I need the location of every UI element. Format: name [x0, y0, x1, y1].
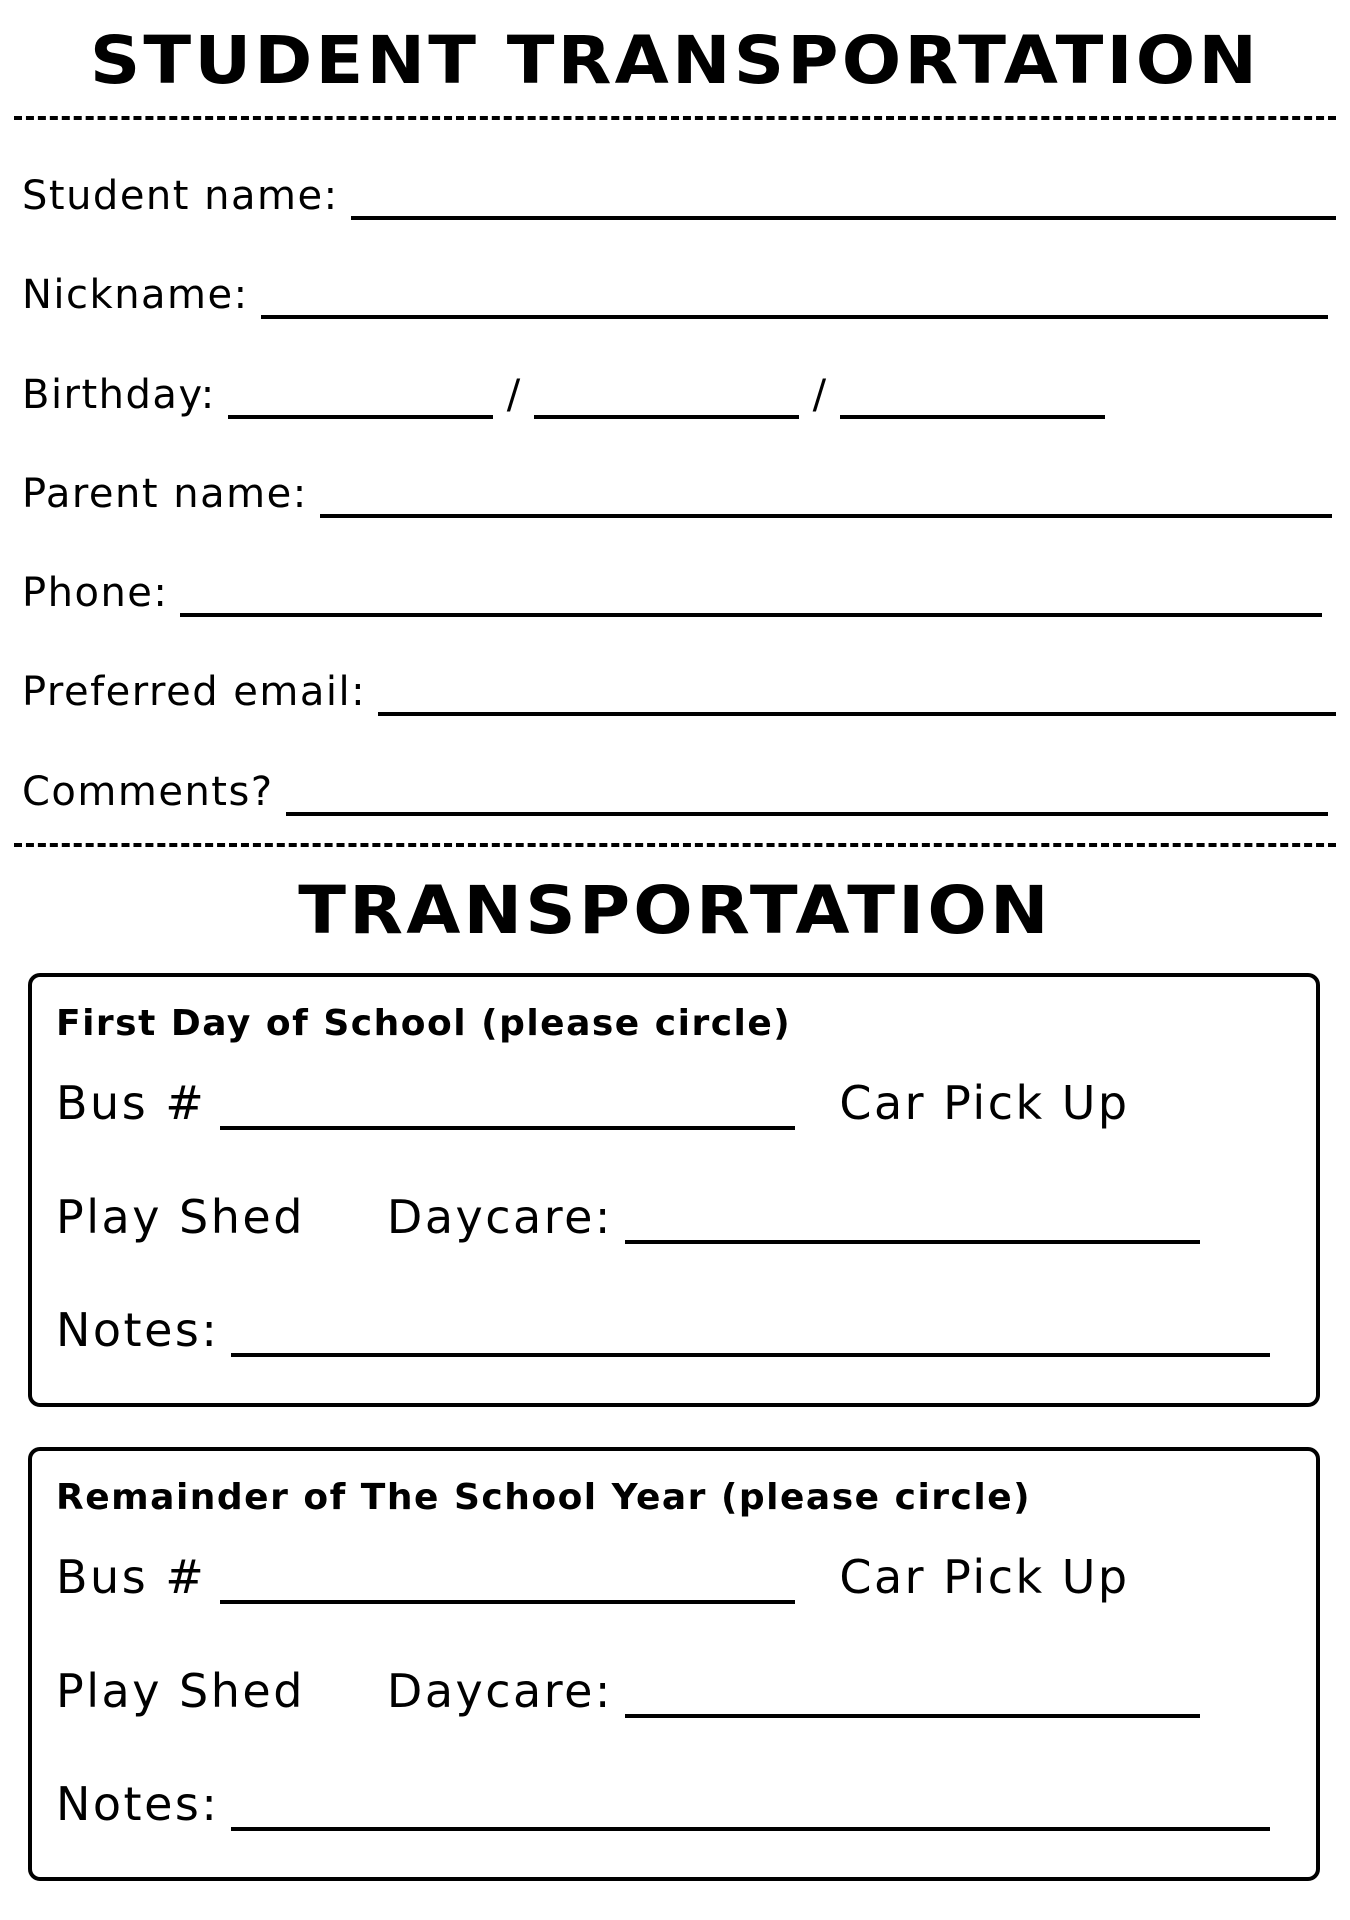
play-daycare-row	[56, 1184, 1292, 1244]
comments-field[interactable]	[286, 811, 1328, 816]
notes-field[interactable]	[231, 1826, 1270, 1831]
daycare-field[interactable]	[625, 1713, 1200, 1718]
transportation-title: TRANSPORTATION	[298, 872, 1052, 949]
birthday-label: Birthday:	[22, 372, 216, 418]
play-shed-option[interactable]: Play Shed	[56, 1664, 305, 1718]
bus-number-field[interactable]	[220, 1599, 795, 1604]
notes-label: Notes:	[56, 1777, 220, 1831]
notes-row	[56, 1771, 1292, 1831]
student-name-label: Student name:	[22, 173, 339, 219]
dashed-divider-top	[14, 116, 1336, 120]
nickname-label: Nickname:	[22, 272, 249, 318]
birthday-row	[22, 359, 1336, 419]
daycare-label: Daycare:	[386, 1190, 613, 1244]
nickname-row	[22, 259, 1336, 319]
bus-row	[56, 1070, 1292, 1130]
phone-field[interactable]	[180, 612, 1322, 617]
section-heading	[56, 1003, 791, 1044]
student-name-row	[22, 160, 1336, 220]
car-pick-up-option[interactable]: Car Pick Up	[839, 1076, 1130, 1130]
notes-label: Notes:	[56, 1303, 220, 1357]
daycare-label: Daycare:	[386, 1664, 613, 1718]
section-heading-note: (please circle)	[481, 1003, 792, 1044]
birthday-separator: /	[506, 372, 522, 418]
bus-number-field[interactable]	[220, 1125, 795, 1130]
student-name-field[interactable]	[351, 215, 1336, 220]
remainder-year-section	[28, 1447, 1320, 1881]
phone-label: Phone:	[22, 570, 169, 616]
preferred-email-row	[22, 656, 1336, 716]
birthday-separator: /	[812, 372, 828, 418]
parent-name-field[interactable]	[320, 513, 1332, 518]
nickname-field[interactable]	[261, 314, 1328, 319]
first-day-section	[28, 973, 1320, 1407]
phone-row	[22, 557, 1336, 617]
daycare-field[interactable]	[625, 1239, 1200, 1244]
car-pick-up-option[interactable]: Car Pick Up	[839, 1550, 1130, 1604]
notes-field[interactable]	[231, 1352, 1270, 1357]
bus-label: Bus #	[56, 1550, 207, 1604]
section-heading-text: Remainder of The School Year	[56, 1477, 707, 1518]
birthday-month-field[interactable]	[228, 414, 493, 419]
comments-row	[22, 756, 1336, 816]
section-heading	[56, 1477, 1031, 1518]
preferred-email-field[interactable]	[378, 711, 1336, 716]
section-heading-text: First Day of School	[56, 1003, 468, 1044]
bus-row	[56, 1544, 1292, 1604]
comments-label: Comments?	[22, 769, 274, 815]
birthday-year-field[interactable]	[840, 414, 1105, 419]
notes-row	[56, 1297, 1292, 1357]
preferred-email-label: Preferred email:	[22, 669, 367, 715]
parent-name-row	[22, 458, 1336, 518]
dashed-divider-middle	[14, 843, 1336, 847]
parent-name-label: Parent name:	[22, 471, 308, 517]
play-daycare-row	[56, 1658, 1292, 1718]
play-shed-option[interactable]: Play Shed	[56, 1190, 305, 1244]
section-heading-note: (please circle)	[720, 1477, 1032, 1518]
birthday-day-field[interactable]	[534, 414, 799, 419]
page-title: STUDENT TRANSPORTATION	[89, 22, 1261, 99]
bus-label: Bus #	[56, 1076, 207, 1130]
